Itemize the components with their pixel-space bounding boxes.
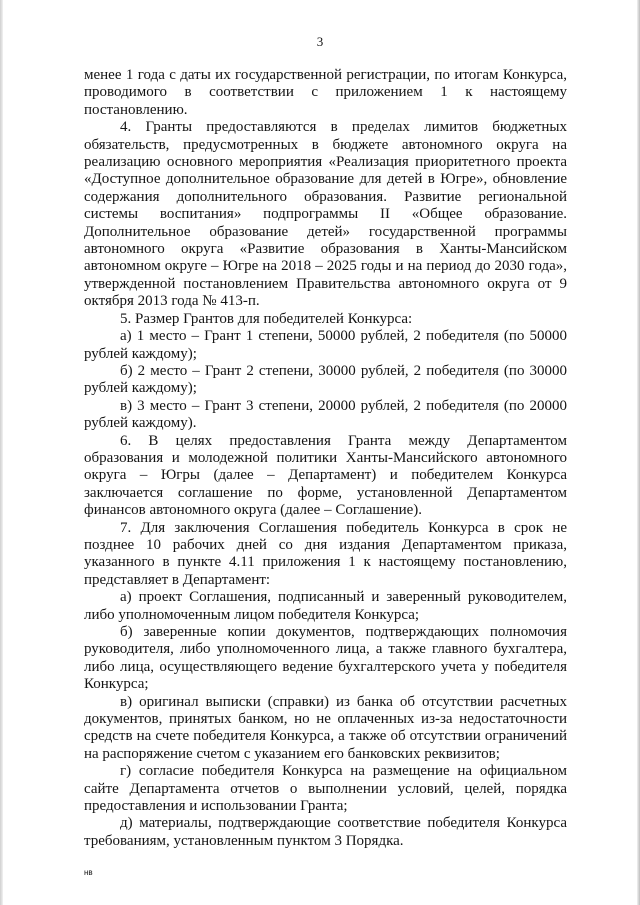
paragraph-item-6: 6. В целях предоставления Гранта между Департаментом образования и молодежной политики Ханты-Мансийского автономного округа – Югры (далее – Департамент) и победителем Конкурса заключается соглашение по форме, установленной Департаментом финансов автономного округа (далее – Соглашение).	[84, 432, 567, 519]
executor-initials: нв	[84, 868, 93, 877]
paragraph-item-7a: а) проект Соглашения, подписанный и заверенный руководителем, либо уполномоченным лицом победителя Конкурса;	[84, 589, 567, 623]
paragraph-item-5a: а) 1 место – Грант 1 степени, 50000 рублей, 2 победителя (по 50000 рублей каждому);	[84, 328, 567, 362]
page-number: 3	[316, 34, 324, 49]
paragraph-item-7: 7. Для заключения Соглашения победитель Конкурса в срок не позднее 10 рабочих дней со дня издания Департаментом приказа, указанного в пункте 4.11 приложения 1 к настоящему постановлению, представляет в Департамент:	[84, 519, 567, 588]
paragraph-item-7e: д) материалы, подтверждающие соответствие победителя Конкурса требованиям, установленным пунктом 3 Порядка.	[84, 815, 567, 849]
paragraph-item-5c: в) 3 место – Грант 3 степени, 20000 рублей, 2 победителя (по 20000 рублей каждому).	[84, 397, 567, 432]
page-left-edge	[0, 0, 3, 905]
paragraph-continuation: менее 1 года с даты их государственной регистрации, по итогам Конкурса, проводимого в соответствии с приложением 1 к настоящему постановлению.	[84, 67, 567, 118]
paragraph-item-4: 4. Гранты предоставляются в пределах лимитов бюджетных обязательств, предусмотренных в бюджете автономного округа на реализацию основного мероприятия «Реализация приоритетного проекта «Доступное дополнительное образование для детей в Югре», обновление содержания дополнительного образования. Развитие региональной системы воспитания» подпрограммы II «Общее образование. Дополнительное образование детей» государственной программы автономного округа «Развитие образования в Ханты-Мансийском автономном округе – Югре на 2018 – 2025 годы и на период до 2030 года», утвержденной постановлением Правительства автономного округа от 9 октября 2013 года № 413-п.	[84, 119, 567, 310]
paragraph-item-7d: г) согласие победителя Конкурса на размещение на официальном сайте Департамента отчетов о выполнении условий, целей, порядка предоставления и использовании Гранта;	[84, 763, 567, 815]
paragraph-item-7b: б) заверенные копии документов, подтверждающих полномочия руководителя, либо уполномоченного лица, а также главного бухгалтера, либо лица, осуществляющего ведение бухгалтерского учета у победителя Конкурса;	[84, 624, 567, 693]
paragraph-item-5: 5. Размер Грантов для победителей Конкурса:	[120, 310, 413, 327]
paragraph-item-7c: в) оригинал выписки (справки) из банка об отсутствии расчетных документов, принятых банком, но не оплаченных из-за недостаточности средств на счете победителя Конкурса, а также об отсутствии ограничений на распоряжение счетом с указанием его банковских реквизитов;	[84, 693, 567, 762]
document-body	[84, 67, 567, 850]
paragraph-item-5b: б) 2 место – Грант 2 степени, 30000 рублей, 2 победителя (по 30000 рублей каждому);	[84, 362, 567, 397]
